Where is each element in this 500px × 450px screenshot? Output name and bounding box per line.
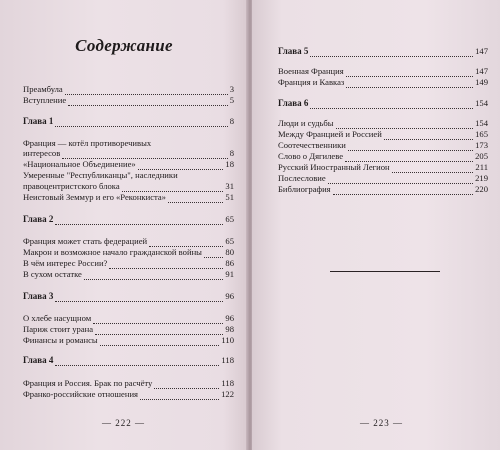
toc-entry-label: Вступление: [23, 95, 67, 105]
toc-entry: [278, 77, 488, 87]
toc-entry-page: 173: [475, 140, 488, 150]
toc-chapter: [23, 116, 234, 126]
leader-dots: [62, 152, 227, 159]
toc-entry-label: интересов: [23, 148, 61, 158]
page-number: — 223 —: [360, 418, 403, 428]
leader-dots: [55, 359, 219, 366]
leader-dots: [392, 166, 474, 173]
toc-entry: [23, 335, 234, 345]
toc-entry: [23, 269, 234, 279]
toc-entry: [278, 140, 488, 150]
leader-dots: [168, 196, 223, 203]
toc-chapter-page: 147: [475, 46, 488, 56]
toc-chapter-page: 8: [229, 116, 234, 126]
toc-chapter: [278, 98, 488, 108]
toc-entry-page: 51: [225, 192, 234, 202]
toc-entry-page: 18: [225, 159, 234, 169]
toc-chapter-label: Глава 3: [23, 291, 54, 301]
toc-entry-label: Соотечественники: [278, 140, 346, 150]
toc-entry: [23, 236, 234, 246]
toc-chapter-label: Глава 2: [23, 214, 54, 224]
toc-chapter: [23, 355, 234, 365]
toc-entry: [23, 378, 234, 388]
toc-entry-page: 91: [225, 269, 234, 279]
leader-dots: [138, 163, 224, 170]
toc-entry: [23, 247, 234, 257]
leader-dots: [55, 120, 227, 127]
toc-entry-page: 122: [221, 389, 234, 399]
toc-chapter: [278, 46, 488, 56]
leader-dots: [95, 328, 223, 335]
leader-dots: [345, 155, 473, 162]
toc-entry-label: Между Францией и Россией: [278, 129, 382, 139]
toc-entry: [23, 192, 234, 202]
divider-rule: [330, 271, 440, 272]
toc-chapter-label: Глава 1: [23, 116, 54, 126]
toc-entry-label: Неистовый Земмур и его «Реконкиста»: [23, 192, 166, 202]
toc-entry: [23, 324, 234, 334]
leader-dots: [109, 262, 223, 269]
leader-dots: [310, 50, 473, 57]
page-title: Содержание: [75, 36, 173, 55]
toc-chapter-label: Глава 5: [278, 46, 309, 56]
leader-dots: [68, 99, 228, 106]
toc-chapter-page: 65: [225, 214, 234, 224]
toc-entry: [278, 129, 488, 139]
toc-entry-page: 165: [475, 129, 488, 139]
toc-entry: [23, 148, 234, 158]
toc-entry-label: Макрон и возможное начало гражданской войны: [23, 247, 202, 257]
leader-dots: [310, 102, 473, 109]
toc-entry-page: 86: [225, 258, 234, 268]
toc-entry: [278, 118, 488, 128]
toc-entry-label: Франция и Россия. Брак по расчёту: [23, 378, 153, 388]
toc-entry-label: Военная Франция: [278, 66, 344, 76]
toc-entry-page: 80: [225, 247, 234, 257]
toc-entry: [23, 84, 234, 94]
toc-entry-line1: Франция — котёл противоречивых: [23, 138, 152, 148]
toc-entry-page: 154: [475, 118, 488, 128]
toc-entry-label: В сухом остатке: [23, 269, 82, 279]
leader-dots: [122, 185, 224, 192]
toc-chapter: [23, 291, 234, 301]
toc-entry-page: 205: [475, 151, 488, 161]
toc-entry-label: Франко-российские отношения: [23, 389, 138, 399]
toc-entry-page: 110: [221, 335, 234, 345]
toc-entry: [278, 184, 488, 194]
toc-entry-page: 149: [475, 77, 488, 87]
leader-dots: [154, 382, 219, 389]
toc-entry-page: 147: [475, 66, 488, 76]
toc-entry: [278, 173, 488, 183]
toc-entry-label: Люди и судьбы: [278, 118, 334, 128]
leader-dots: [204, 251, 223, 258]
right-page: [252, 0, 500, 450]
toc-entry-page: 211: [475, 162, 488, 172]
leader-dots: [55, 295, 223, 302]
toc-entry-page: 3: [229, 84, 234, 94]
leader-dots: [84, 273, 224, 280]
toc-entry-page: 220: [475, 184, 488, 194]
toc-chapter-page: 118: [221, 355, 234, 365]
leader-dots: [348, 144, 473, 151]
toc-entry-page: 65: [225, 236, 234, 246]
toc-chapter-page: 96: [225, 291, 234, 301]
leader-dots: [140, 393, 219, 400]
toc-entry-label: правоцентристского блока: [23, 181, 120, 191]
toc-entry-page: 8: [229, 148, 234, 158]
leader-dots: [336, 122, 474, 129]
toc-entry-label: Русский Иностранный Легион: [278, 162, 390, 172]
leader-dots: [384, 133, 473, 140]
toc-entry: [278, 162, 488, 172]
toc-entry-label: Библиография: [278, 184, 331, 194]
toc-entry-label: Финансы и романсы: [23, 335, 98, 345]
toc-entry-label: В чём интерес России?: [23, 258, 108, 268]
toc-entry: [23, 159, 234, 169]
toc-entry-label: «Национальное Объединение»: [23, 159, 136, 169]
toc-entry-label: Франция может стать федерацией: [23, 236, 148, 246]
leader-dots: [328, 177, 473, 184]
toc-entry-page: 31: [225, 181, 234, 191]
page-number: — 222 —: [102, 418, 145, 428]
toc-entry: [23, 95, 234, 105]
leader-dots: [346, 70, 473, 77]
leader-dots: [333, 188, 473, 195]
leader-dots: [346, 81, 473, 88]
toc-entry-page: 96: [225, 313, 234, 323]
toc-entry-page: 219: [475, 173, 488, 183]
toc-entry-label: О хлебе насущном: [23, 313, 92, 323]
leader-dots: [100, 339, 220, 346]
toc-chapter-label: Глава 4: [23, 355, 54, 365]
leader-dots: [55, 218, 223, 225]
toc-entry: [23, 181, 234, 191]
toc-entry-label: Преамбула: [23, 84, 63, 94]
toc-entry-page: 98: [225, 324, 234, 334]
toc-chapter: [23, 214, 234, 224]
toc-entry: [23, 313, 234, 323]
toc-entry-line1: Умеренные "Республиканцы", наследники: [23, 170, 178, 180]
toc-entry: [23, 258, 234, 268]
toc-entry-label: Париж стоит урана: [23, 324, 94, 334]
toc-chapter-page: 154: [475, 98, 488, 108]
toc-entry-label: Франция и Кавказ: [278, 77, 345, 87]
toc-entry: [278, 66, 488, 76]
leader-dots: [65, 88, 228, 95]
toc-entry: [23, 389, 234, 399]
toc-entry-page: 118: [221, 378, 234, 388]
toc-entry-label: Послесловие: [278, 173, 326, 183]
left-page: [0, 0, 248, 450]
leader-dots: [149, 240, 223, 247]
toc-entry-page: 5: [229, 95, 234, 105]
toc-entry: [278, 151, 488, 161]
leader-dots: [93, 317, 223, 324]
toc-chapter-label: Глава 6: [278, 98, 309, 108]
toc-entry-label: Слово о Дягилеве: [278, 151, 344, 161]
